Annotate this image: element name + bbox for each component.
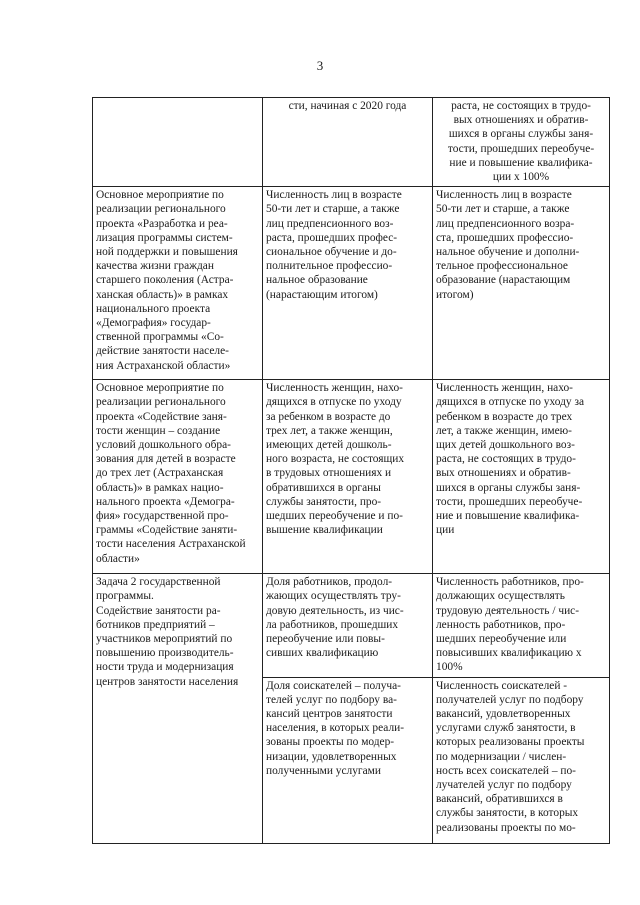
table-cell: [433, 380, 610, 574]
table-row: [93, 380, 610, 574]
table-cell: [433, 677, 610, 843]
table-cell: [93, 574, 263, 843]
table-cell: [93, 187, 263, 380]
table-cell: [263, 677, 433, 843]
table-cell: [263, 187, 433, 380]
indicators-table: [92, 97, 610, 844]
cell-text: Численность соискателей - получателей услуг по подбору вакансий, удовлетворенных услугами служб занятости, в которых реализованы проекты по модернизации / числен- ность всех соискателей – по- лучателей услуг по подбору вакансий, обратившихся в службы занятости, в которых реализованы проекты по мо-: [436, 679, 585, 834]
table-row: [93, 574, 610, 677]
cell-text: Доля соискателей – получа- телей услуг по подбору ва- кансий центров занятости населения, в которых реали- зованы проекты по модер- низации, удовлетворенных полученными услугами: [266, 679, 405, 777]
cell-text: Доля работников, продол- жающих осуществлять тру- довую деятельность, из чис- ла работников, прошедших переобучение или повы- сивших квалификацию: [266, 576, 404, 660]
cell-text: сти, начиная с 2020 года: [288, 100, 407, 112]
table-cell: [263, 380, 433, 574]
table-cell: [433, 98, 610, 187]
cell-text: раста, не состоящих в трудо- вых отношениях и обратив- шихся в органы службы заня- тости, прошедших переобуче- ние и повышение квалифика- ции х 100%: [447, 100, 595, 184]
cell-text: Численность лиц в возрасте 50-ти лет и старше, а также лиц предпенсионного возра- ста, прошедших профессио- нальное обучение и дополни- тельное профессиональное образование (нарастающим итогом): [436, 189, 580, 301]
cell-text: Численность женщин, нахо- дящихся в отпуске по уходу за ребенком в возрасте до трех лет, а также женщин, имею- щих детей дошкольного воз- раста, не состоящих в трудо- вых отношениях и обратив- шихся в органы службы заня- тости, прошедших переобуче- ние и повышение квалифика- ции: [436, 382, 585, 537]
cell-text: Основное мероприятие по реализации регионального проекта «Разработка и реа- лизация программы систем- ной поддержки и повышения качества жизни граждан старшего поколения (Астра- ханская область)» в рамках национального проекта «Демография» государ- ственной программы «Со- действие занятости населе- ния Астраханской области»: [96, 189, 238, 372]
table-cell: [433, 187, 610, 380]
cell-text: Задача 2 государственной программы. Содействие занятости ра- ботников предприятий – участников мероприятий по повышению производитель- ности труда и модернизация центров занятости населения: [96, 576, 239, 688]
table-cell: [433, 574, 610, 677]
cell-text: Численность работников, про- должающих осуществлять трудовую деятельность / чис- ленность работников, про- шедших переобучение или повысивших квалификацию х 100%: [436, 576, 584, 674]
table-row: [93, 187, 610, 380]
table-row: [93, 98, 610, 187]
table-cell: [93, 98, 263, 187]
cell-text: Численность лиц в возрасте 50-ти лет и старше, а также лиц предпенсионного воз- раста, прошедших профес- сиональное обучение и до- полнительное профессио- нальное образование (нарастающим итогом): [266, 189, 402, 301]
page-number: 3: [316, 58, 324, 73]
cell-text: Численность женщин, нахо- дящихся в отпуске по уходу за ребенком в возрасте до трех лет, а также женщин, имеющих детей дошколь- ного возраста, не состоящих в трудовых отношениях и обратившихся в органы службы занятости, про- шедших переобучение и по- вышение квалификации: [266, 382, 405, 537]
table-cell: [93, 380, 263, 574]
table-cell: [263, 574, 433, 677]
cell-text: Основное мероприятие по реализации регионального проекта «Содействие заня- тости женщин – создание условий дошкольного обра- зования для детей в возрасте до трех лет (Астраханская область)» в рамках нацио- нального проекта «Демогра- фия» государственной про- граммы «Содействие заняти- тости населения Астраханской области»: [96, 382, 246, 565]
table-cell: [263, 98, 433, 187]
